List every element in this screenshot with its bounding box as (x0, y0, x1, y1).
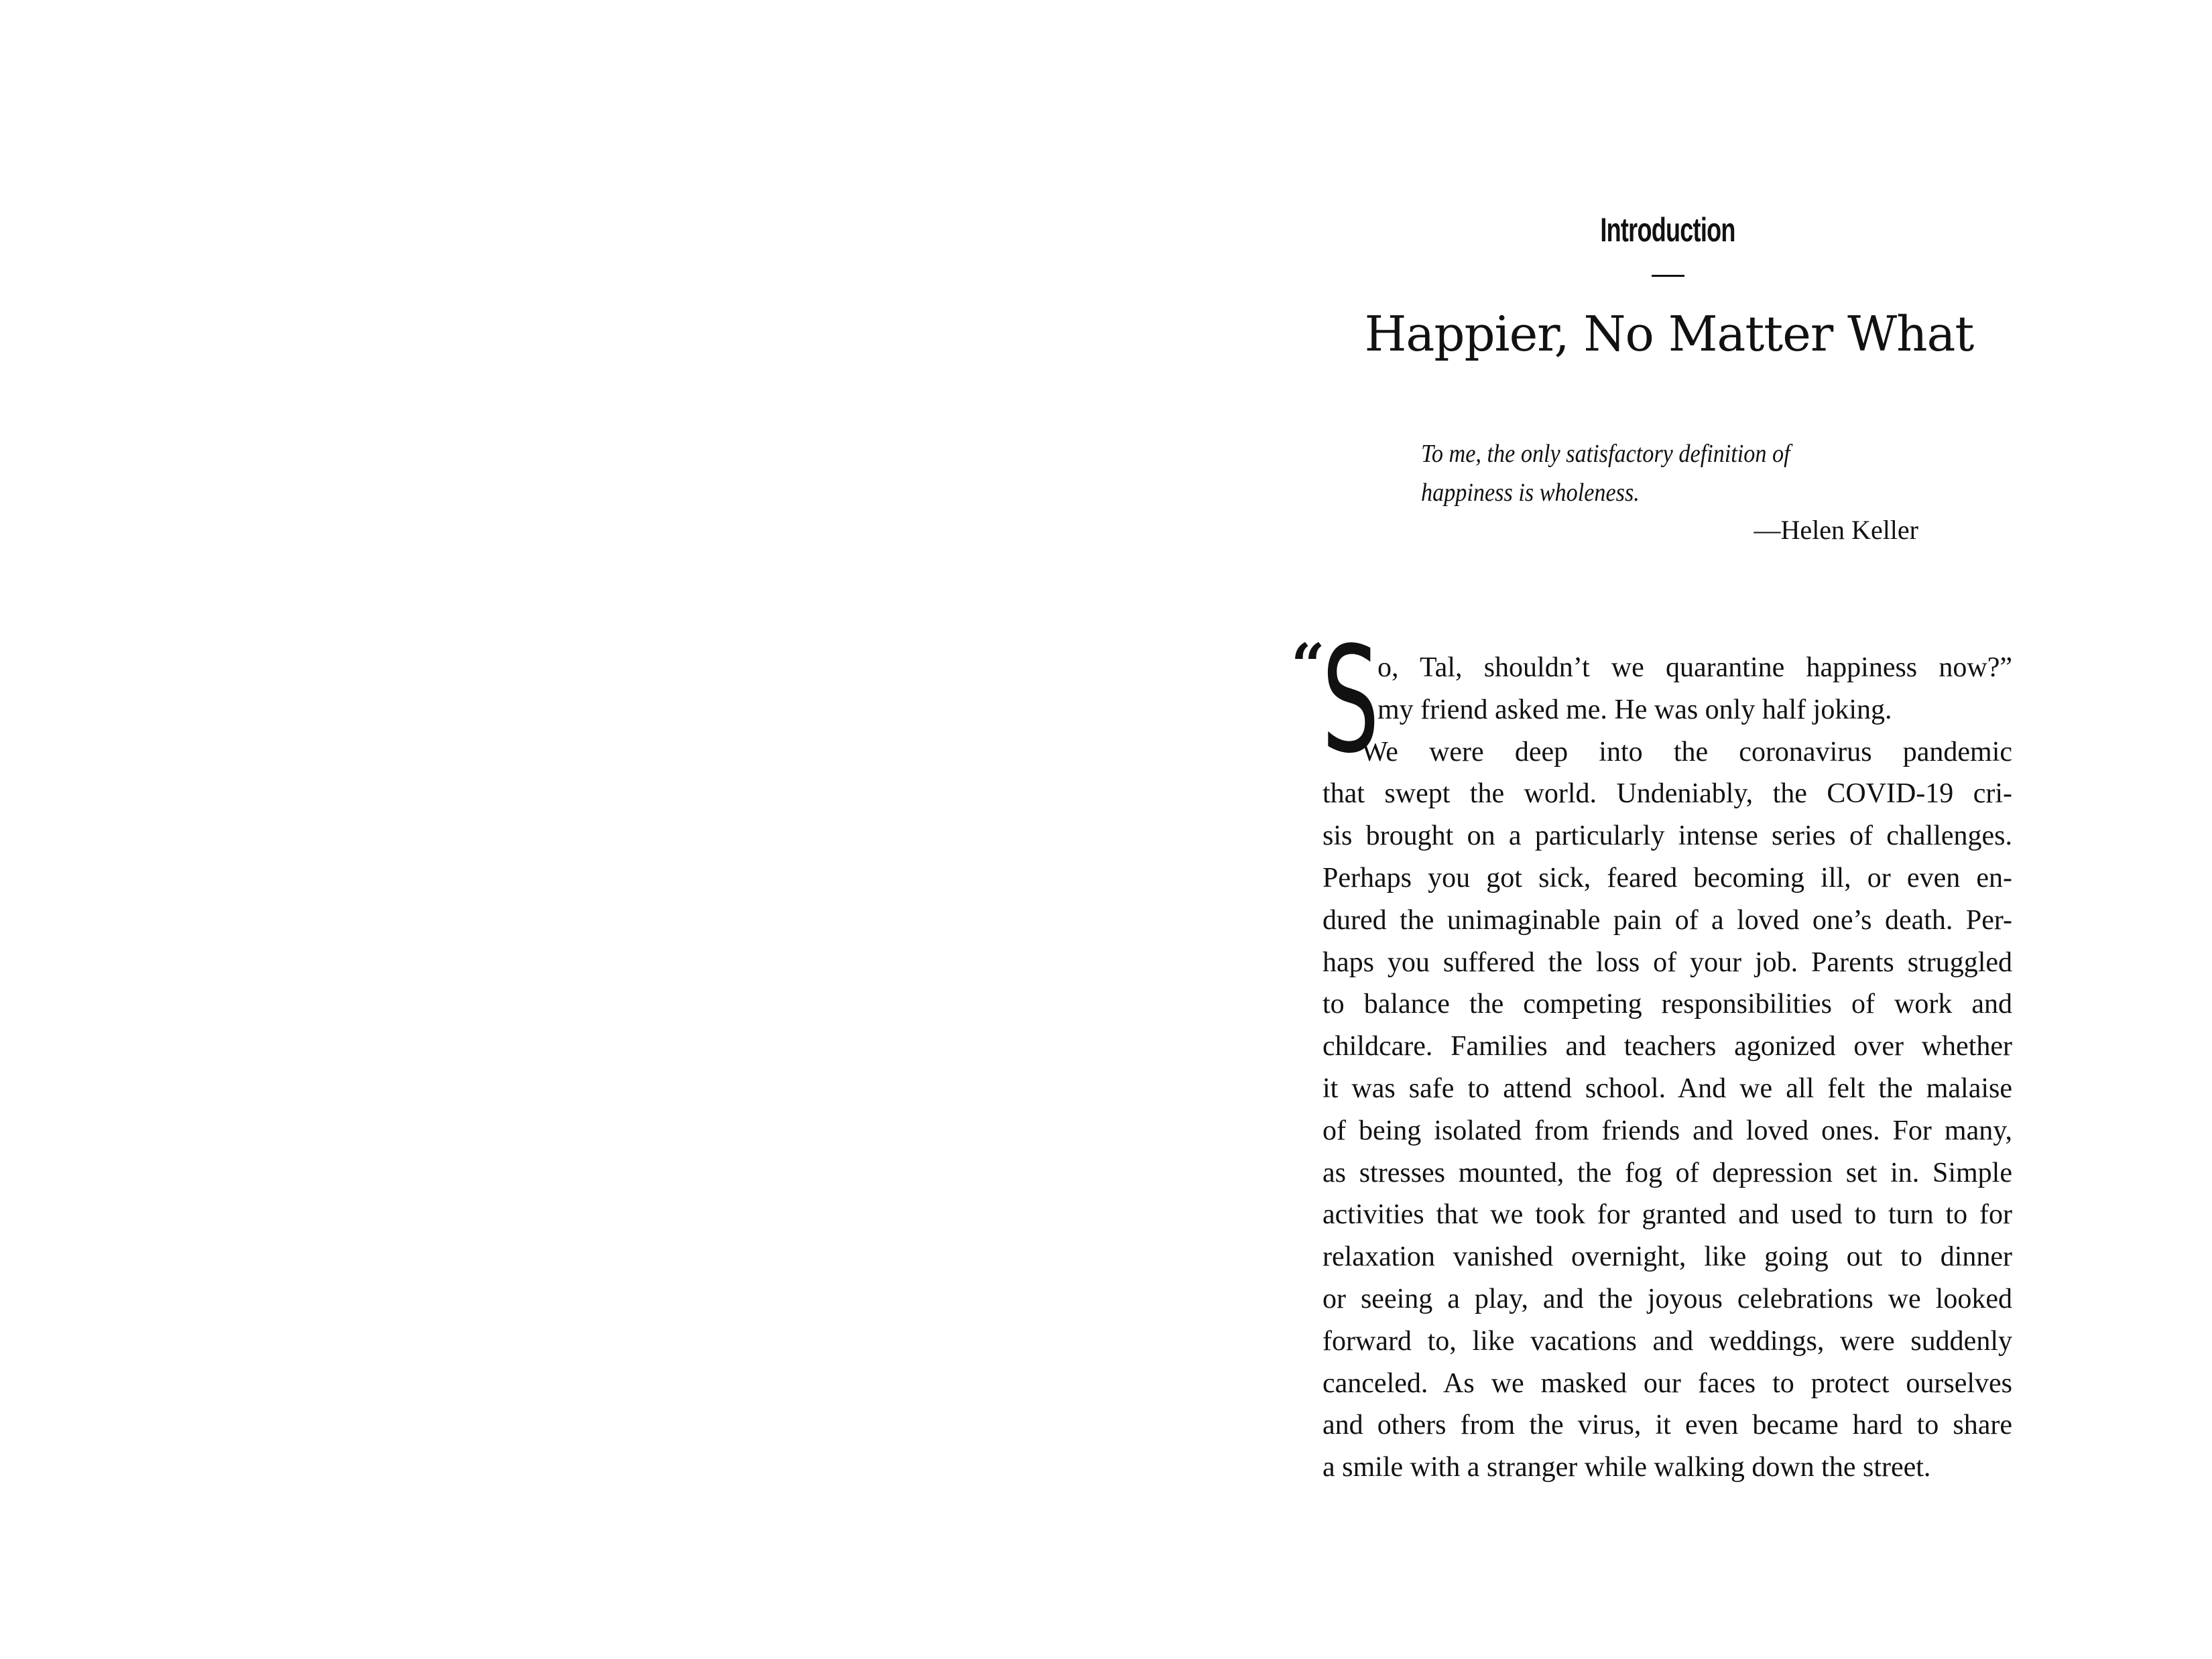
drop-cap-opening-quote: “ (1291, 630, 1325, 700)
body-line: to balance the competing responsibilities of work and (1323, 989, 2012, 1020)
body-line: forward to, like vacations and weddings, were suddenly (1323, 1325, 2012, 1357)
body-line: canceled. As we masked our faces to protect ourselves (1323, 1367, 2012, 1399)
body-line: o, Tal, shouldn’t we quarantine happiness now?” (1377, 652, 2012, 683)
body-line: childcare. Families and teachers agonized over whether (1323, 1031, 2012, 1062)
body-line: it was safe to attend school. And we all felt the malaise (1323, 1073, 2012, 1104)
body-line: relaxation vanished overnight, like going out to dinner (1323, 1241, 2012, 1273)
body-line: of being isolated from friends and loved ones. For many, (1323, 1115, 2012, 1146)
epigraph-attribution: —Helen Keller (1754, 515, 1918, 545)
body-line: activities that we took for granted and used to turn to for (1323, 1199, 2012, 1231)
body-line: sis brought on a particularly intense series of challenges. (1323, 820, 2012, 852)
drop-cap-letter: S (1322, 616, 1379, 786)
epigraph-quote (1421, 434, 1957, 512)
body-line: haps you suffered the loss of your job. Parents struggled (1323, 946, 2012, 978)
body-line: and others from the virus, it even became hard to share (1323, 1410, 2012, 1441)
epigraph-line: happiness is wholeness. (1421, 479, 1640, 507)
body-line: or seeing a play, and the joyous celebrations we looked (1323, 1284, 2012, 1314)
body-line: my friend asked me. He was only half joking. (1377, 694, 1892, 725)
chapter-title: Happier, No Matter What (1364, 306, 1974, 362)
body-line: a smile with a stranger while walking down the street. (1323, 1452, 1931, 1483)
body-line: that swept the world. Undeniably, the COVID-19 cri- (1323, 778, 2012, 810)
body-line: as stresses mounted, the fog of depression set in. Simple (1323, 1157, 2012, 1188)
chapter-divider-dash (1652, 275, 1684, 277)
body-line: We were deep into the coronavirus pandemic (1361, 736, 2012, 767)
body-line: dured the unimaginable pain of a loved one’s death. Per- (1323, 904, 2012, 936)
chapter-label: Introduction (1600, 211, 1735, 249)
epigraph-line: To me, the only satisfactory definition of (1421, 440, 1790, 468)
body-line: Perhaps you got sick, feared becoming ill, or even en- (1323, 863, 2012, 894)
